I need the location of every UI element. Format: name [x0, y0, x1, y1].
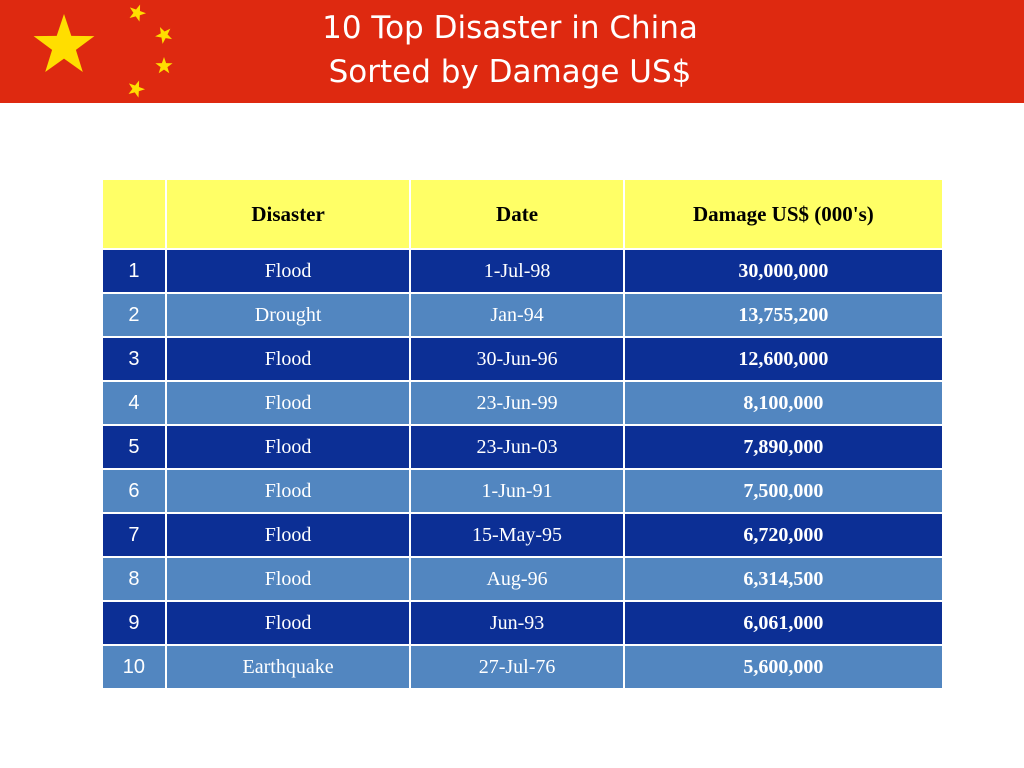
table-row	[102, 645, 943, 689]
date-cell: 27-Jul-76	[410, 645, 623, 689]
disaster-cell: Earthquake	[166, 645, 410, 689]
date-cell: Jun-93	[410, 601, 623, 645]
title-line-1: 10 Top Disaster in China	[322, 10, 698, 46]
disaster-cell: Flood	[166, 425, 410, 469]
table-row	[102, 337, 943, 381]
table-row	[102, 601, 943, 645]
date-cell: 1-Jul-98	[410, 249, 623, 293]
rank-cell: 1	[102, 249, 166, 293]
disaster-cell: Flood	[166, 557, 410, 601]
date-cell: Aug-96	[410, 557, 623, 601]
date-cell: 1-Jun-91	[410, 469, 623, 513]
title-line-2: Sorted by Damage US$	[328, 54, 692, 90]
damage-cell: 12,600,000	[624, 337, 943, 381]
damage-cell: 5,600,000	[624, 645, 943, 689]
damage-cell: 6,314,500	[624, 557, 943, 601]
damage-cell: 7,890,000	[624, 425, 943, 469]
disaster-cell: Flood	[166, 337, 410, 381]
damage-cell: 7,500,000	[624, 469, 943, 513]
damage-cell: 30,000,000	[624, 249, 943, 293]
disaster-cell: Flood	[166, 249, 410, 293]
table-row	[102, 249, 943, 293]
disaster-cell: Flood	[166, 381, 410, 425]
header-damage: Damage US$ (000's)	[624, 179, 943, 249]
rank-cell: 8	[102, 557, 166, 601]
header-date: Date	[410, 179, 623, 249]
date-cell: 23-Jun-03	[410, 425, 623, 469]
header-rank	[102, 179, 166, 249]
disaster-cell: Flood	[166, 469, 410, 513]
table-row	[102, 557, 943, 601]
date-cell: 15-May-95	[410, 513, 623, 557]
title-banner	[0, 0, 1024, 103]
header-disaster: Disaster	[166, 179, 410, 249]
disaster-table	[101, 178, 944, 690]
rank-cell: 7	[102, 513, 166, 557]
rank-cell: 3	[102, 337, 166, 381]
date-cell: Jan-94	[410, 293, 623, 337]
date-cell: 30-Jun-96	[410, 337, 623, 381]
damage-cell: 13,755,200	[624, 293, 943, 337]
table-row	[102, 513, 943, 557]
damage-cell: 8,100,000	[624, 381, 943, 425]
rank-cell: 9	[102, 601, 166, 645]
damage-cell: 6,720,000	[624, 513, 943, 557]
rank-cell: 6	[102, 469, 166, 513]
table-row	[102, 381, 943, 425]
table-row	[102, 469, 943, 513]
disaster-cell: Flood	[166, 601, 410, 645]
table-header-row	[102, 179, 943, 249]
rank-cell: 10	[102, 645, 166, 689]
date-cell: 23-Jun-99	[410, 381, 623, 425]
slide-title	[0, 6, 1024, 94]
rank-cell: 5	[102, 425, 166, 469]
rank-cell: 2	[102, 293, 166, 337]
table-row	[102, 425, 943, 469]
disaster-cell: Flood	[166, 513, 410, 557]
disaster-cell: Drought	[166, 293, 410, 337]
rank-cell: 4	[102, 381, 166, 425]
table-row	[102, 293, 943, 337]
damage-cell: 6,061,000	[624, 601, 943, 645]
